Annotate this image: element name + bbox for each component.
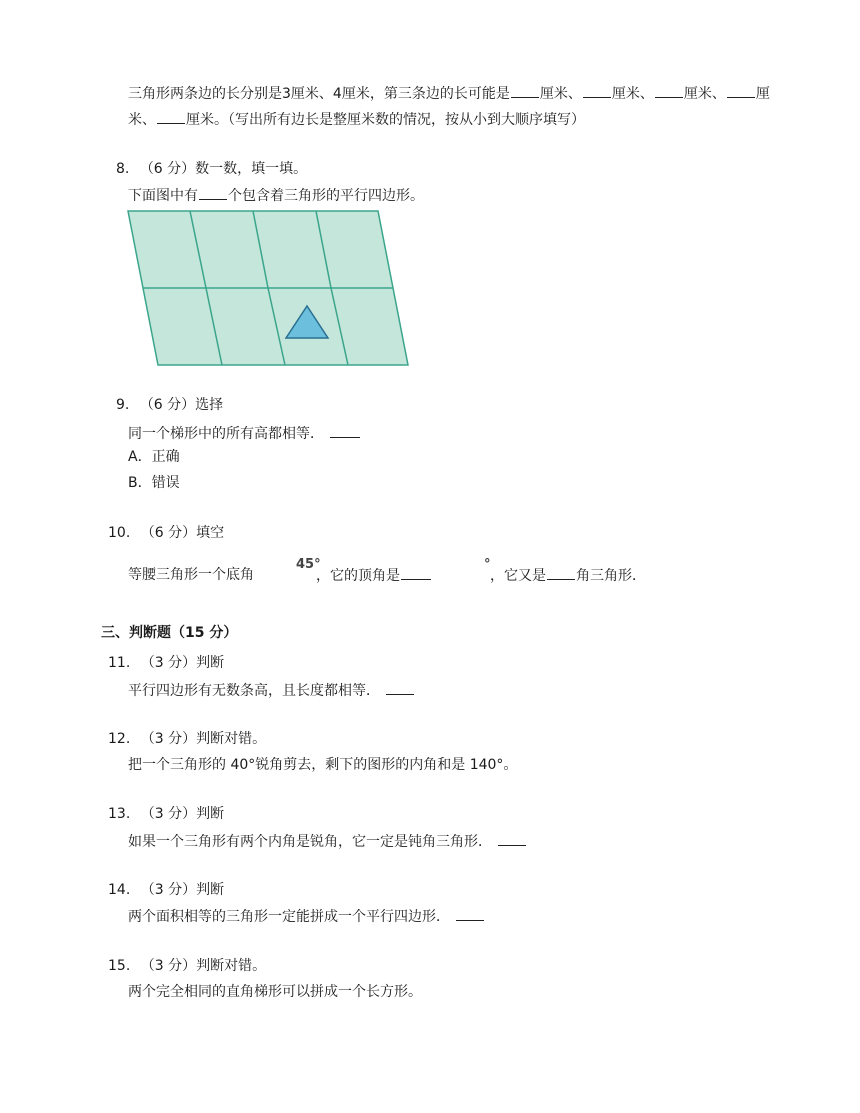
q11-number: 11. [108,655,131,671]
q10-blank-2[interactable] [547,565,575,580]
q8-question: 下面图中有 个包含着三角形的平行四边形。 [128,185,424,206]
q10-blank-1[interactable] [401,565,431,580]
q13-question: 如果一个三角形有两个内角是锐角，它一定是钝角三角形． [128,831,527,852]
q10-question-c: ，它又是 角三角形． [490,565,646,586]
section-3-title: 三、判断题（15 分） [101,625,238,641]
q9-header [116,395,223,415]
q9-question: 同一个梯形中的所有高都相等． [128,423,361,444]
q11-blank[interactable] [386,680,414,695]
q14-number: 14. [108,882,131,898]
q7-line1: 三角形两条边的长分别是3厘米、4厘米，第三条边的长可能是 厘米、 厘米、 厘米、 厘 [128,83,770,104]
q14-header [108,880,224,900]
q15-header [108,956,266,976]
q13-blank[interactable] [498,831,526,846]
q10-points: （6 分）填空 [140,525,225,541]
q15-number: 15. [108,958,131,974]
q12-header [108,729,266,749]
q14-points: （3 分）判断 [140,882,225,898]
q7-blank-2[interactable] [583,83,611,98]
q14-blank[interactable] [456,906,484,921]
q15-question: 两个完全相同的直角梯形可以拼成一个长方形。 [128,984,422,1000]
q8-blank[interactable] [199,185,227,200]
q8-header [116,159,307,179]
angle-45-image: 45° [296,557,321,572]
q8-number: 8. [116,161,130,177]
q12-points: （3 分）判断对错。 [140,731,267,747]
q9-number: 9. [116,397,130,413]
q7-line2: 米、 厘米。（写出所有边长是整厘米数的情况，按从小到大顺序填写） [128,109,585,130]
q11-points: （3 分）判断 [140,655,225,671]
q13-points: （3 分）判断 [140,806,225,822]
q12-question: 把一个三角形的 40°锐角剪去，剩下的图形的内角和是 140°。 [128,757,518,773]
parallelogram-figure [120,205,420,370]
q9-points: （6 分）选择 [139,397,224,413]
q10-question-a: 等腰三角形一个底角 [128,567,254,583]
q9-blank[interactable] [330,423,360,438]
q15-points: （3 分）判断对错。 [140,958,267,974]
degree-symbol: ° [484,557,491,572]
q11-header [108,653,224,673]
q13-header [108,804,224,824]
q7-blank-4[interactable] [727,83,755,98]
q10-header [108,523,224,543]
q10-question-b: ，它的顶角是 [316,565,432,586]
q7-blank-3[interactable] [655,83,683,98]
q8-points: （6 分）数一数，填一填。 [139,161,308,177]
q13-number: 13. [108,806,131,822]
q12-number: 12. [108,731,131,747]
q7-blank-5[interactable] [157,109,185,124]
q9-option-a[interactable]: A．正确 [128,449,180,465]
q14-question: 两个面积相等的三角形一定能拼成一个平行四边形． [128,906,485,927]
q7-blank-1[interactable] [511,83,539,98]
q10-number: 10. [108,525,131,541]
q11-question: 平行四边形有无数条高，且长度都相等． [128,680,415,701]
q7-text-a: 三角形两条边的长分别是3厘米、4厘米，第三条边的长可能是 [128,86,510,102]
parallelogram-grid [128,211,408,365]
q9-option-b[interactable]: B．错误 [128,475,180,491]
